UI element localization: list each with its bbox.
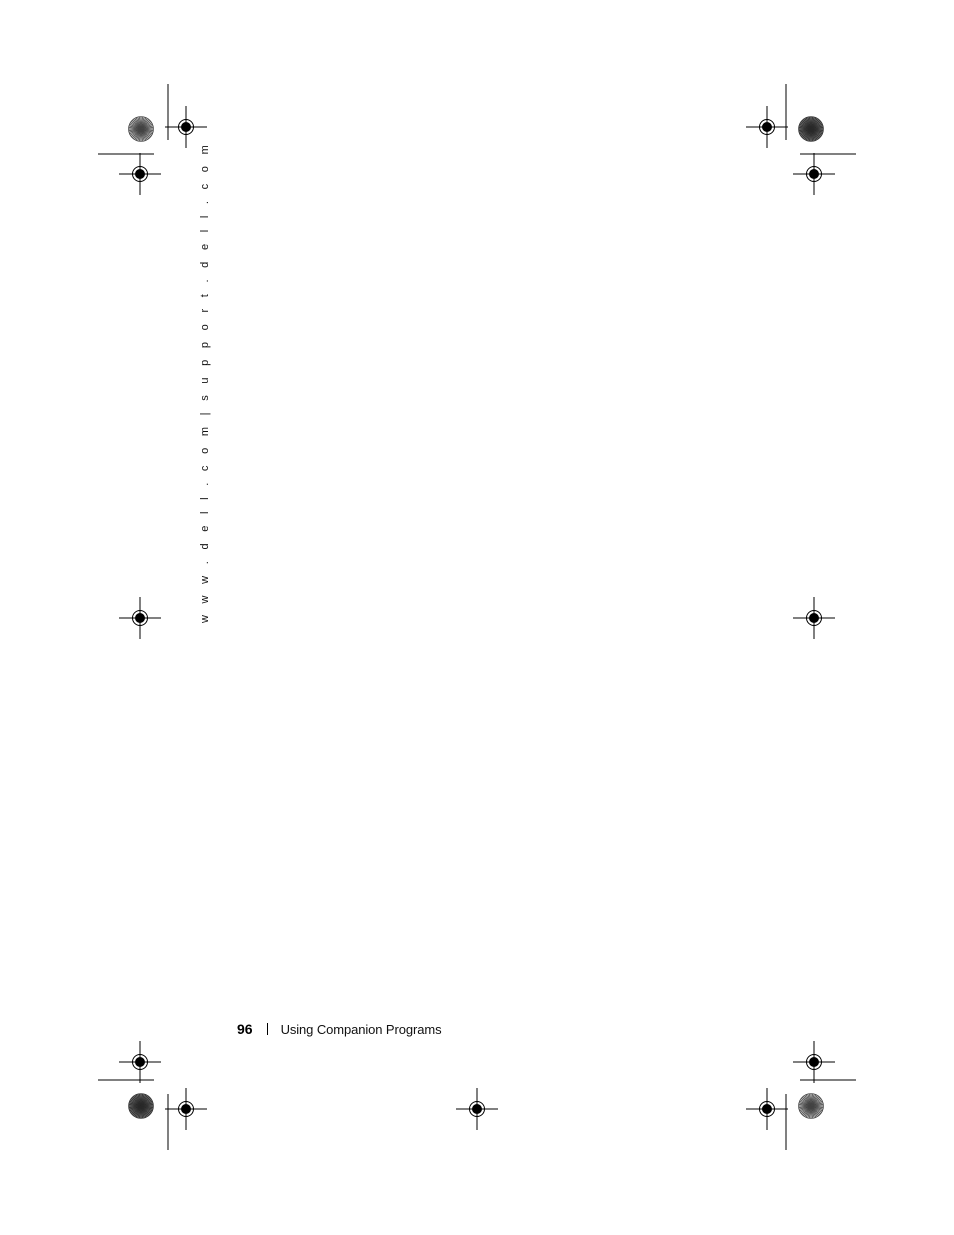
registration-mark-icon xyxy=(119,153,161,195)
starburst-target-icon xyxy=(799,117,824,142)
registration-mark-icon xyxy=(456,1088,498,1130)
registration-mark-icon xyxy=(746,1088,788,1130)
registration-mark-icon xyxy=(746,106,788,148)
starburst-target-icon xyxy=(129,117,154,142)
page-number: 96 xyxy=(237,1021,253,1037)
registration-mark-icon xyxy=(119,597,161,639)
starburst-target-icon xyxy=(799,1094,824,1119)
chapter-title: Using Companion Programs xyxy=(280,1021,442,1037)
registration-mark-icon xyxy=(793,597,835,639)
footer-divider xyxy=(267,1023,268,1035)
starburst-target-icon xyxy=(129,1094,154,1119)
crop-lines xyxy=(98,84,856,1150)
registration-mark-icon xyxy=(119,1041,161,1083)
page-footer xyxy=(237,1019,441,1039)
registration-mark-icon xyxy=(793,153,835,195)
registration-mark-icon xyxy=(793,1041,835,1083)
sidebar-url-text: w w w . d e l l . c o m | s u p p o r t . d e l l . c o m xyxy=(199,140,211,624)
registration-mark-icon xyxy=(165,1088,207,1130)
